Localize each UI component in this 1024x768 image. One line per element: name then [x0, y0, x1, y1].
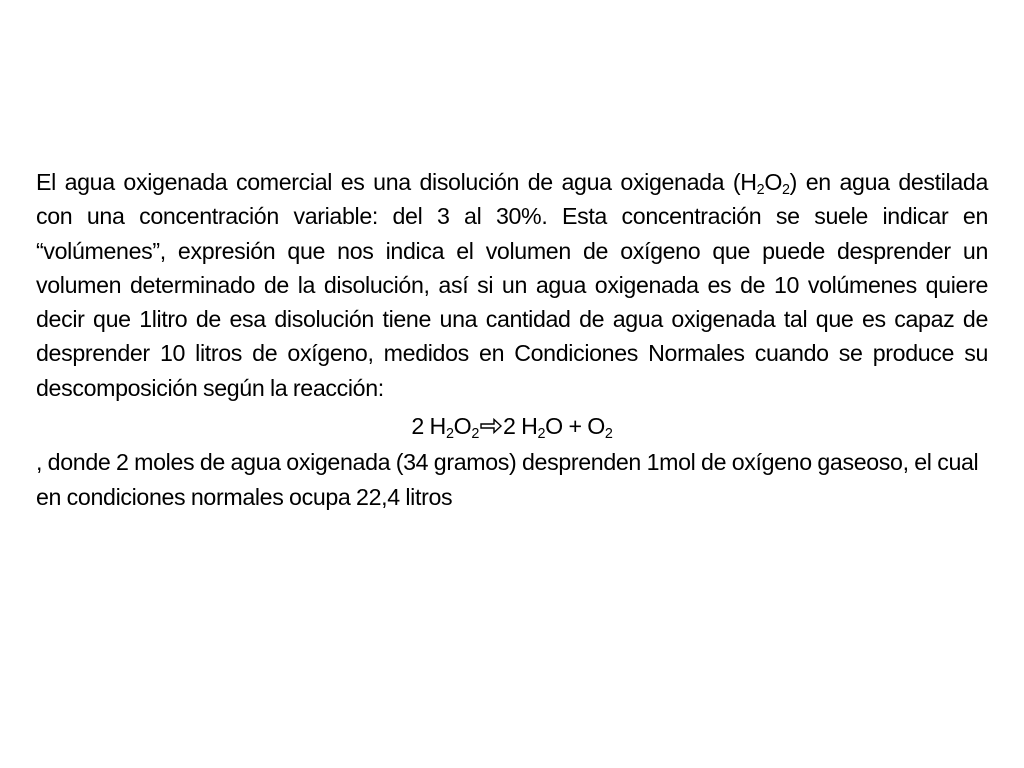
reactant-o-subscript: 2	[471, 426, 479, 443]
subscript-h2: 2	[756, 182, 765, 199]
reactant-coefficient: 2 H	[411, 413, 446, 440]
intro-paragraph	[36, 165, 988, 405]
subscript-o2: 2	[782, 182, 790, 199]
reactant-h-subscript: 2	[445, 426, 454, 443]
intro-text-oxygen: O	[764, 169, 783, 195]
product-water-rest: O + O	[545, 413, 605, 440]
product-oxygen-subscript: 2	[604, 426, 613, 443]
reactant-oxygen: O	[453, 413, 472, 440]
product-water-subscript: 2	[537, 426, 546, 443]
slide-body	[36, 165, 988, 514]
reaction-equation	[36, 405, 988, 445]
right-arrow-icon	[479, 411, 503, 431]
product-water: 2 H	[502, 413, 538, 440]
intro-text-start: El agua oxigenada comercial es una disolución de agua oxigenada (H	[36, 169, 757, 195]
intro-text-rest: ) en agua destilada con una concentración variable: del 3 al 30%. Esta concentración se suele indicar en “volúmenes”, expresión que nos indica el volumen de oxígeno que puede desprender un volumen determinado de la disolución, así si un agua oxigenada es de 10 volúmenes quiere decir que 1litro de esa disolución tiene una cantidad de agua oxigenada tal que es capaz de desprender 10 litros de oxígeno, medidos en Condiciones Normales cuando se produce su descomposición según la reacción:	[36, 169, 988, 401]
closing-paragraph: , donde 2 moles de agua oxigenada (34 gramos) desprenden 1mol de oxígeno gaseoso, el cual en condiciones normales ocupa 22,4 litros	[36, 449, 979, 510]
